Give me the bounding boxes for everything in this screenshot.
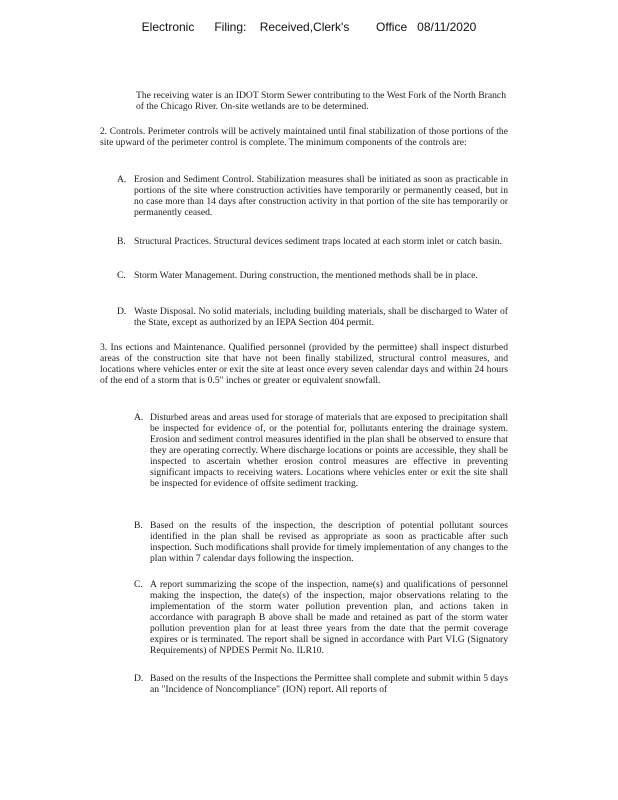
item-text: Based on the results of the Inspections the Permittee shall complete and submit within 5 days an "Incidence of Noncompliance" (ION) report. All reports of <box>150 673 508 695</box>
item-text: Erosion and Sediment Control. Stabilization measures shall be initiated as soon as practicable in portions of the site where construction activities have temporarily or permanently ceased, but in no case more than 14 days after construction activity in that portion of the site has temporarily or permanently ceased. <box>134 174 508 218</box>
item-letter: B. <box>134 520 143 531</box>
item-letter: A. <box>134 412 144 423</box>
item-letter: C. <box>117 270 126 281</box>
controls-heading: 2. Controls. Perimeter controls will be actively maintained until final stabilization of those portions of the site upward of the perimeter control is complete. The minimum components of the controls are: <box>100 126 508 148</box>
filing-stamp-header: Electronic Filing: Received,Clerk's Office 08/11/2020 <box>141 20 477 34</box>
item-text: A report summarizing the scope of the inspection, name(s) and qualifications of personnel making the inspection, the date(s) of the inspection, major observations relating to the implementation of the storm water pollution prevention plan, and actions taken in accordance with paragraph B above shall be made and retained as part of the storm water pollution prevention plan for at least three years from the date that the permit coverage expires or is terminated. The report shall be signed in accordance with Part VI.G (Signatory Requirements) of NPDES Permit No. ILR10. <box>150 579 508 656</box>
item-text: Structural Practices. Structural devices sediment traps located at each storm inlet or catch basin. <box>134 236 502 247</box>
item-letter: A. <box>117 174 127 185</box>
item-letter: D. <box>117 306 127 317</box>
item-text: Storm Water Management. During construction, the mentioned methods shall be in place. <box>134 270 478 281</box>
item-letter: B. <box>117 236 126 247</box>
item-letter: D. <box>134 673 144 684</box>
item-text: Waste Disposal. No solid materials, including building materials, shall be discharged to Water of the State, except as authorized by an IEPA Section 404 permit. <box>134 306 508 328</box>
item-text: Disturbed areas and areas used for storage of materials that are exposed to precipitation shall be inspected for evidence of, or the potential for, pollutants entering the drainage system. Erosion and sediment control measures identified in the plan shall be observed to ensure that they are operating correctly. Where discharge locations or points are accessible, they shall be inspected to ascertain whether erosion control measures are effective in preventing significant impacts to receiving waters. Locations where vehicles enter or exit the site shall be inspected for evidence of offsite sediment tracking. <box>150 412 508 489</box>
item-text: Based on the results of the inspection, the description of potential pollutant sources identified in the plan shall be revised as appropriate as soon as practicable after such inspection. Such modifications shall provide for timely implementation of any changes to the plan within 7 calendar days following the inspection. <box>150 520 508 564</box>
inspections-heading: 3. Ins ections and Maintenance. Qualified personnel (provided by the permittee) shall inspect disturbed areas of the construction site that have not been finally stabilized, structural control measures, and locations where vehicles enter or exit the site at least once every seven calendar days and within 24 hours of the end of a storm that is 0.5" inches or greater or equivalent snowfall. <box>100 342 508 386</box>
item-letter: C. <box>134 579 143 590</box>
intro-paragraph: The receiving water is an IDOT Storm Sewer contributing to the West Fork of the North Branch of the Chicago River. On-site wetlands are to be determined. <box>136 90 506 112</box>
